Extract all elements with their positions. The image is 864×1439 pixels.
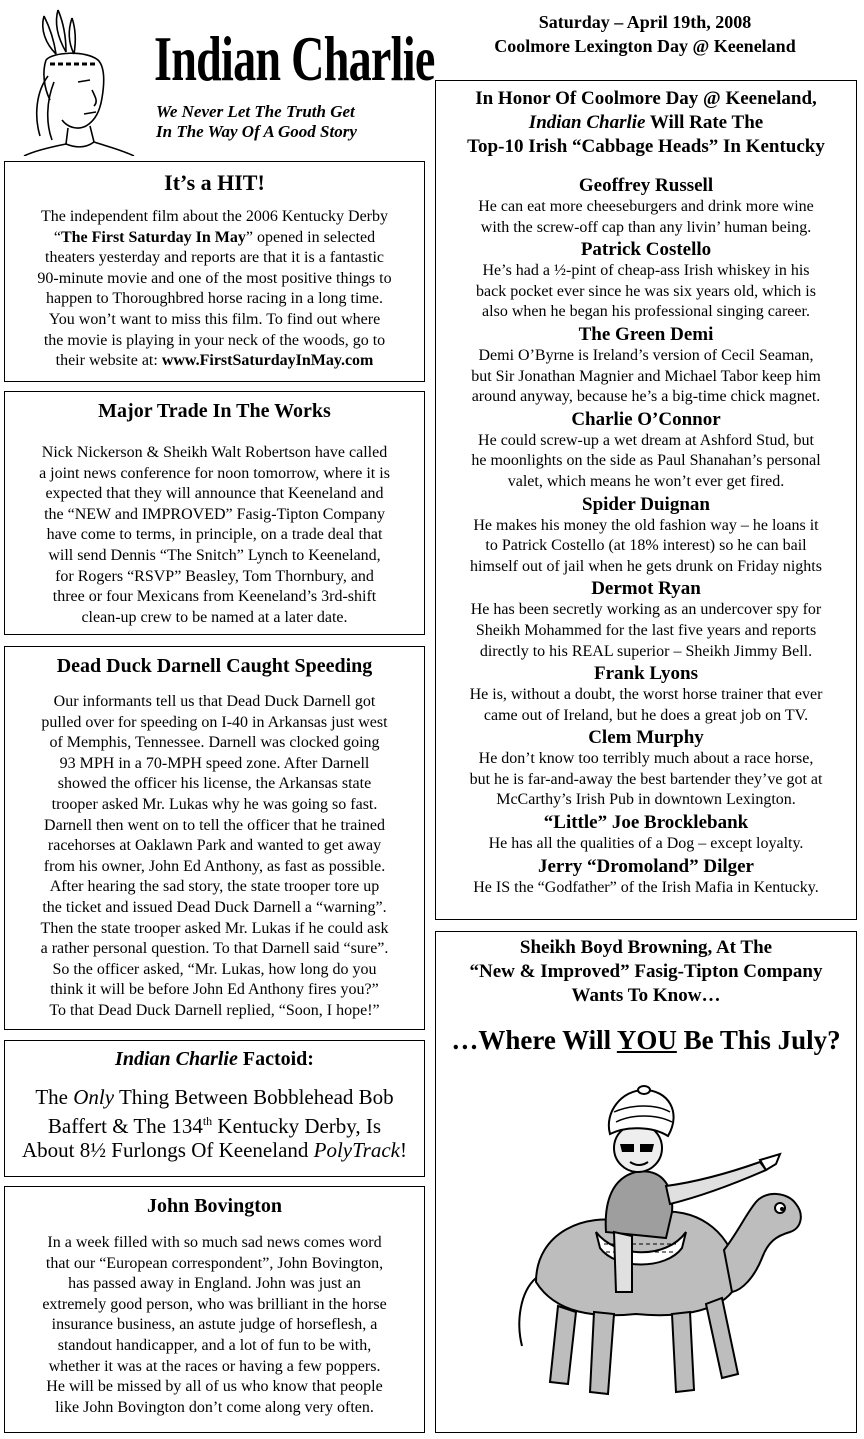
text-line: for Rogers “RSVP” Beasley, Tom Thornbury, and [55, 567, 374, 585]
text-line: directly to his REAL superior – Sheikh Jimmy Bell. [479, 642, 813, 660]
text-line [5, 351, 424, 372]
top10-entry-name: The Green Demi [578, 323, 714, 345]
factoid-box [4, 1040, 425, 1177]
top10-entry-name: Clem Murphy [588, 727, 704, 749]
text-span: “ [53, 228, 61, 246]
text-line: racehorses at Oaklawn Park and wanted to get away [47, 837, 382, 855]
text-line: Nick Nickerson & Sheikh Walt Robertson have called [41, 444, 388, 461]
text-span: Thing Between Bobblehead Bob [114, 1085, 394, 1109]
emphasis-you: YOU [616, 1025, 677, 1055]
text-span: About 8½ Furlongs Of Keeneland [22, 1138, 314, 1162]
text-line: will send Dennis “The Snitch” Lynch to Keeneland, [48, 546, 381, 564]
dateline [440, 10, 850, 58]
top10-entry [436, 324, 856, 408]
text-line: a rather personal question. To that Darnell said “sure”. [40, 940, 389, 958]
text-line: to Patrick Costello (at 18% interest) so he can bail [485, 537, 807, 555]
heading-italic: Indian Charlie [528, 112, 646, 133]
dateline-event: Coolmore Lexington Day @ Keeneland [494, 36, 796, 56]
text-line: So the officer asked, “Mr. Lukas, how long do you [52, 960, 377, 978]
top10-entry-description [436, 261, 856, 323]
top10-entry [436, 578, 856, 662]
text-line: After hearing the sad story, the state trooper tore up [49, 878, 380, 896]
text-line: 90-minute movie and one of the most positive things to [37, 269, 392, 287]
dateline-date: Saturday – April 19th, 2008 [538, 12, 752, 32]
masthead-tagline [156, 102, 418, 142]
top10-entry-description [436, 197, 856, 238]
text-span: Only [73, 1085, 115, 1109]
top10-entry-name: Spider Duignan [582, 493, 710, 515]
text-line: He could screw-up a wet dream at Ashford Stud, but [478, 431, 814, 449]
top10-entry [436, 409, 856, 493]
text-line: also when he began his professional singing career. [482, 303, 810, 321]
bovington-body [5, 1233, 424, 1418]
text-line: He will be missed by all of us who know that people [46, 1378, 383, 1396]
text-span: Kentucky Derby, Is [212, 1114, 382, 1138]
top10-entry-name: Charlie O’Connor [571, 408, 721, 430]
text-span: …Where Will [451, 1025, 617, 1055]
heading-line: Sheikh Boyd Browning, At The [519, 937, 773, 958]
text-line: back pocket ever since he was six years old, which is [476, 282, 816, 300]
top10-entry [436, 856, 856, 899]
text-line: McCarthy’s Irish Pub in downtown Lexington. [496, 791, 796, 809]
heading-rest: Will Rate The [645, 112, 764, 133]
text-line: You won’t want to miss this film. To find out where [48, 310, 381, 328]
text-line: To that Dead Duck Darnell replied, “Soon, I hope!” [49, 1001, 380, 1019]
text-line: Darnell then went on to tell the officer that he trained [44, 816, 385, 834]
text-line: three or four Mexicans from Keeneland’s 3rd-shift [52, 588, 377, 606]
top10-entry [436, 727, 856, 811]
text-line: Then the state trooper asked Mr. Lukas if he could ask [40, 919, 389, 937]
text-span: Baffert & The 134 [47, 1114, 203, 1138]
top10-entry [436, 494, 856, 578]
text-line: but Sir Jonathan Magnier and Michael Tabor keep him [471, 367, 821, 385]
text-line: around anyway, because he’s a big-time chick magnet. [471, 388, 821, 406]
text-line: of Memphis, Tennessee. Darnell was clocked going [49, 734, 380, 752]
text-line: showed the officer his license, the Arkansas state [57, 775, 372, 793]
website-link[interactable]: www.FirstSaturdayInMay.com [161, 352, 374, 370]
ordinal-suffix: th [202, 1114, 213, 1128]
text-line: like John Bovington don’t come along very often. [55, 1398, 374, 1416]
top10-entry-name: Frank Lyons [593, 663, 698, 685]
top10-heading [436, 87, 856, 159]
text-line: came out of Ireland, but he does a great job on TV. [483, 706, 809, 724]
top10-entry-name: Jerry “Dromoland” Dilger [538, 855, 754, 877]
trade-article [4, 391, 425, 635]
text-line: Our informants tell us that Dead Duck Darnell got [53, 693, 376, 710]
july-ad [435, 931, 857, 1433]
text-span: ! [399, 1138, 407, 1162]
text-span: ” opened in selected [245, 228, 376, 246]
text-line: He is, without a doubt, the worst horse trainer that ever [469, 686, 823, 704]
text-line: He don’t know too terribly much about a race horse, [478, 750, 814, 768]
heading-line [436, 111, 856, 135]
july-question [436, 1024, 856, 1056]
hit-article [4, 161, 425, 382]
top10-entry [436, 663, 856, 726]
text-line: a joint news conference for noon tomorrow, where it is [39, 464, 390, 482]
text-line [5, 228, 424, 249]
top10-entry-description [436, 749, 856, 811]
top10-entry-description [436, 600, 856, 662]
text-line: have come to terms, in principle, on a trade deal that [46, 526, 383, 544]
text-line: standout handicapper, and a lot of fun to be with, [57, 1336, 372, 1354]
factoid-heading [5, 1047, 424, 1071]
text-line: 93 MPH in a 70-MPH speed zone. After Darnell [59, 754, 370, 772]
text-line: valet, which means he won’t ever get fired. [507, 472, 785, 490]
bovington-heading: John Bovington [146, 1195, 283, 1217]
film-title: The First Saturday In May [60, 228, 246, 246]
top10-entry-name: Patrick Costello [580, 239, 712, 261]
text-line [5, 1085, 424, 1109]
tagline-line-1: We Never Let The Truth Get [156, 102, 355, 121]
text-line: In a week filled with so much sad news comes word [47, 1234, 382, 1251]
july-heading [436, 936, 856, 1008]
text-line: The independent film about the 2006 Kentucky Derby [40, 208, 388, 225]
top10-article [435, 80, 857, 920]
top10-entry [436, 175, 856, 238]
text-line: that our “European correspondent”, John Bovington, [45, 1254, 384, 1272]
hit-heading: It’s a HIT! [164, 170, 265, 195]
text-line: with the screw-off cap than any livin’ human being. [480, 218, 812, 236]
text-line: Demi O’Byrne is Ireland’s version of Cecil Seaman, [478, 346, 814, 364]
text-line: he moonlights on the side as Paul Shanahan’s personal [471, 452, 821, 470]
hit-body [5, 207, 424, 372]
text-line: He can eat more cheeseburgers and drink more wine [478, 198, 814, 215]
heading-line: In Honor Of Coolmore Day @ Keeneland, [475, 88, 817, 109]
text-line: theaters yesterday and reports are that it is a fantastic [45, 249, 384, 267]
sheikh-on-camel-cartoon-icon [476, 1082, 816, 1422]
text-line: the “NEW and IMPROVED” Fasig-Tipton Company [44, 505, 385, 523]
text-line: whether it was at the races or having a few poppers. [48, 1357, 381, 1375]
text-line: He IS the “Godfather” of the Irish Mafia in Kentucky. [473, 878, 819, 896]
text-line: think it will be before John Ed Anthony fires you?” [50, 981, 379, 999]
text-line: expected that they will announce that Keeneland and [45, 485, 384, 503]
text-line: trooper asked Mr. Lukas why he was going so fast. [51, 795, 378, 813]
trade-body [5, 443, 424, 628]
indian-chief-portrait-icon [6, 6, 146, 156]
masthead-title: Indian Charlie [154, 23, 435, 94]
trade-heading: Major Trade In The Works [98, 400, 331, 422]
top10-entry-description [436, 431, 856, 493]
top10-entry [436, 239, 856, 323]
heading-line: Wants To Know… [571, 985, 721, 1006]
text-line: He has all the qualities of a Dog – except loyalty. [488, 835, 804, 853]
text-line: He makes his money the old fashion way – he loans it [473, 516, 819, 534]
top10-entry-description [436, 878, 856, 899]
top10-entry-name: “Little” Joe Brocklebank [543, 812, 749, 834]
text-span: PolyTrack [313, 1138, 400, 1162]
text-span: Be This July? [676, 1025, 841, 1055]
top10-entry-description [436, 516, 856, 578]
factoid-body [5, 1085, 424, 1162]
text-line: has passed away in England. John was just an [68, 1275, 361, 1293]
text-line: insurance business, an astute judge of horseflesh, a [51, 1316, 378, 1334]
text-span: The [35, 1085, 74, 1109]
duck-heading: Dead Duck Darnell Caught Speeding [56, 655, 373, 677]
text-line: extremely good person, who was brilliant in the horse [42, 1295, 387, 1313]
heading-line: Top-10 Irish “Cabbage Heads” In Kentucky [467, 136, 825, 157]
text-line: happen to Thoroughbred horse racing in a long time. [46, 290, 383, 308]
text-line [5, 1109, 424, 1138]
text-line: He has been secretly working as an undercover spy for [470, 601, 822, 619]
text-line [5, 1138, 424, 1162]
text-line: himself out of jail when he gets drunk on Friday nights [470, 557, 822, 575]
text-line: the movie is playing in your neck of the woods, go to [43, 331, 386, 349]
factoid-heading-rest: Factoid: [237, 1048, 314, 1070]
top10-entry-description [436, 685, 856, 726]
top10-entry-name: Dermot Ryan [591, 578, 701, 600]
text-line: clean-up crew to be named at a later date. [81, 608, 348, 626]
text-line: from his owner, John Ed Anthony, as fast as possible. [43, 857, 386, 875]
heading-line: “New & Improved” Fasig-Tipton Company [469, 961, 823, 982]
tagline-line-2: In The Way Of A Good Story [156, 122, 357, 141]
bovington-article [4, 1186, 425, 1433]
top10-list [436, 175, 856, 898]
top10-entry-description [436, 834, 856, 855]
top10-entry [436, 812, 856, 855]
text-line: the ticket and issued Dead Duck Darnell a “warning”. [42, 898, 387, 916]
text-line: He’s had a ½-pint of cheap-ass Irish whiskey in his [482, 262, 810, 280]
text-span: their website at: [55, 352, 162, 370]
factoid-heading-italic: Indian Charlie [115, 1048, 238, 1070]
duck-article [4, 646, 425, 1030]
text-line: Sheikh Mohammed for the last five years and reports [475, 621, 817, 639]
text-line: pulled over for speeding on I-40 in Arkansas just west [41, 713, 388, 731]
text-line: but he is far-and-away the best bartender they’ve got at [469, 770, 823, 788]
duck-body [5, 692, 424, 1022]
top10-entry-description [436, 346, 856, 408]
top10-entry-name: Geoffrey Russell [578, 175, 714, 196]
